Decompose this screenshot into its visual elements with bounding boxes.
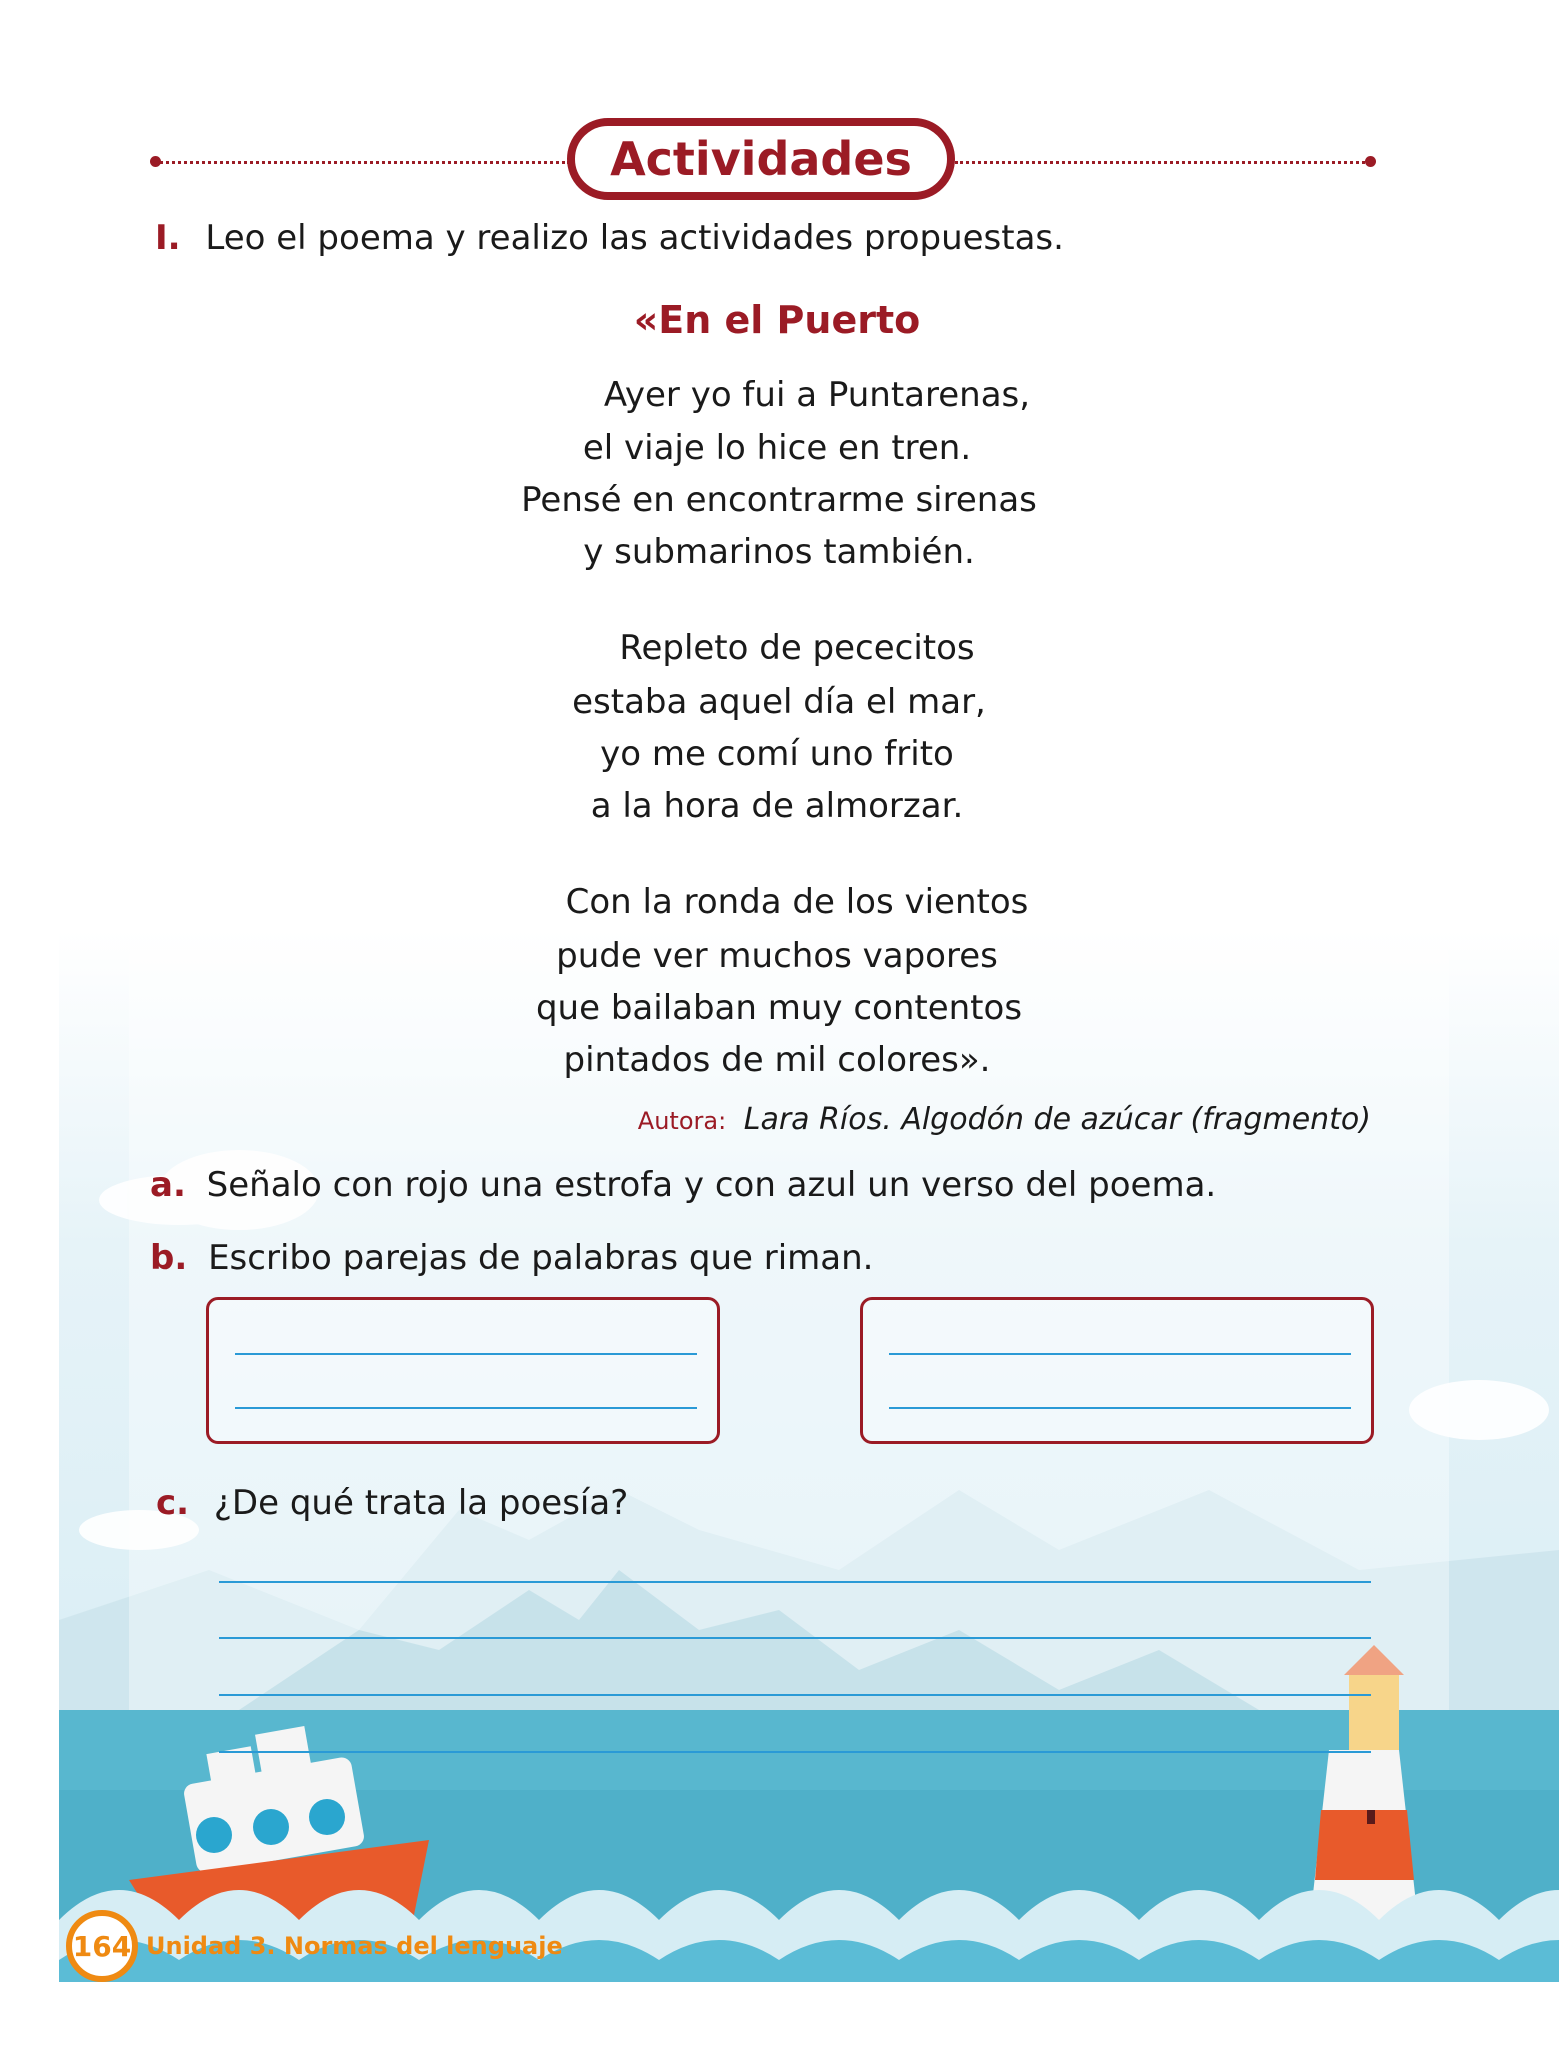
question-letter: c. [156,1483,190,1523]
page-number: 164 [66,1910,138,1982]
answer-line[interactable] [219,1751,1371,1753]
author-label: Autora: [637,1107,727,1135]
unit-title: Unidad 3. Normas del lenguaje [146,1932,563,1960]
poem-line: Repleto de pececitos [619,628,975,668]
question-c [156,1483,628,1523]
header-rule-left [155,161,570,164]
question-a [150,1165,1216,1205]
instruction-number: I. [155,218,181,258]
sea-background-illustration [59,930,1559,1982]
instruction-text: Leo el poema y realizo las actividades propuestas. [205,218,1064,258]
poem-line: Pensé en encontrarme sirenas [521,480,1037,520]
question-text: Señalo con rojo una estrofa y con azul un verso del poema. [206,1165,1217,1205]
rhyme-answer-box-right[interactable] [860,1297,1374,1444]
poem-line: pintados de mil colores». [563,1040,991,1080]
poem-line: que bailaban muy contentos [535,988,1023,1028]
poem-line: Con la ronda de los vientos [565,882,1029,922]
header-dot-left [150,156,161,167]
poem-line: Ayer yo fui a Puntarenas, [603,375,1031,415]
question-letter: b. [150,1238,188,1278]
instruction [155,218,1064,258]
answer-line[interactable] [219,1581,1371,1583]
poem-line: el viaje lo hice en tren. [582,428,972,468]
poem-title: «En el Puerto [633,298,921,342]
poem-line: estaba aquel día el mar, [572,682,986,722]
rhyme-answer-box-left[interactable] [206,1297,720,1444]
poem-line: pude ver muchos vapores [556,936,998,976]
header-rule-right [955,161,1370,164]
section-title: Actividades [567,118,955,200]
author-name: Lara Ríos. Algodón de azúcar (fragmento) [743,1102,1371,1137]
question-text: ¿De qué trata la poesía? [213,1483,629,1523]
page-footer [66,1910,563,1982]
question-letter: a. [150,1165,186,1205]
answer-line[interactable] [219,1694,1371,1696]
question-text: Escribo parejas de palabras que riman. [208,1238,874,1278]
poem-line: yo me comí uno frito [600,734,954,774]
header-dot-right [1365,156,1376,167]
poem-line: y submarinos también. [583,532,975,572]
poem-attribution [638,1102,1371,1137]
poem-line: a la hora de almorzar. [590,786,964,826]
answer-line[interactable] [219,1637,1371,1639]
question-b [150,1238,873,1278]
